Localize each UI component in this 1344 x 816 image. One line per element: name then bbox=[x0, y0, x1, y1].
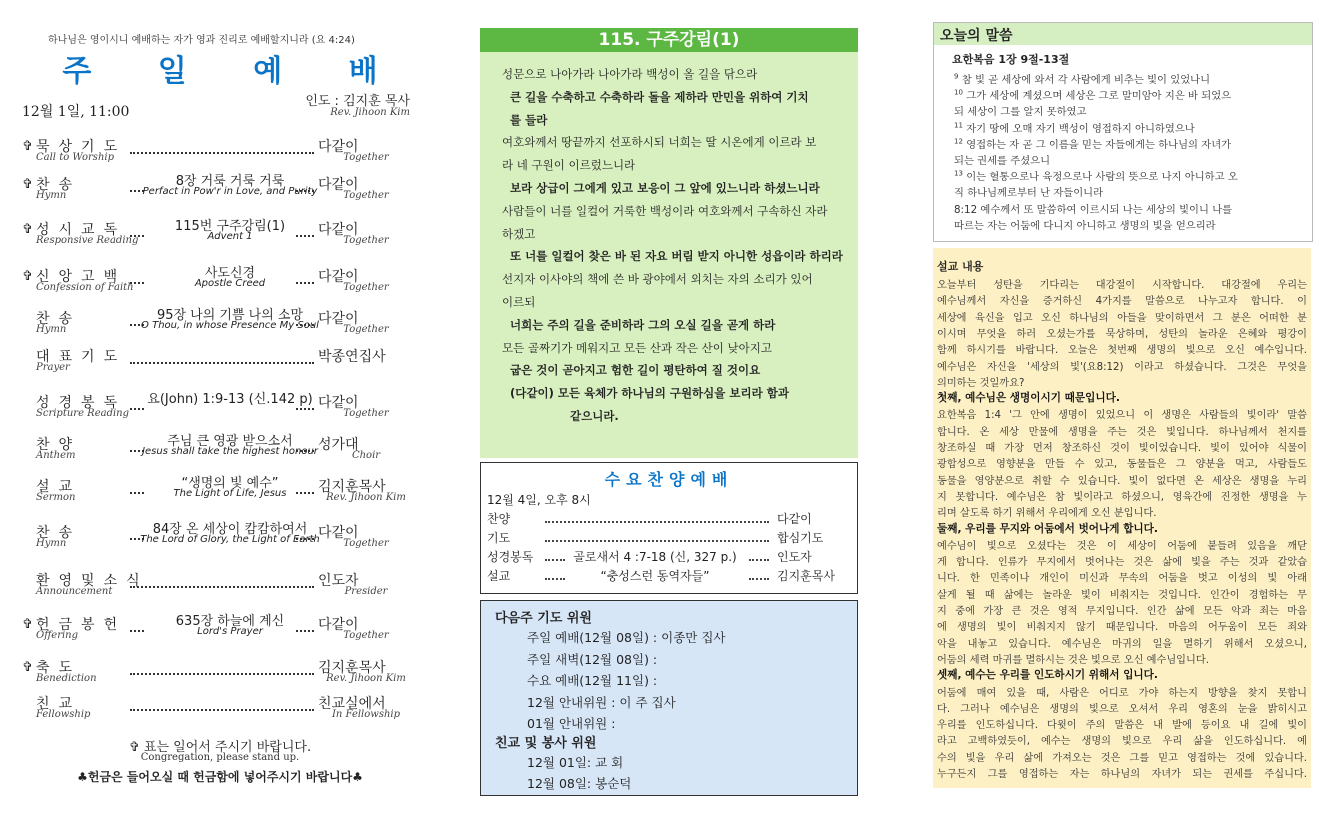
reading-line: 보라 상급이 그에게 있고 보응이 그 앞에 있느니라 하셨느니라 bbox=[510, 181, 820, 195]
stand-cross-icon: ✞ bbox=[22, 269, 33, 284]
order-item bbox=[20, 392, 420, 432]
verse-text: 직 하나님께로부터 난 자들이니라 bbox=[954, 187, 1104, 200]
item-leader: 박종연집사 bbox=[318, 349, 386, 365]
item-name-en: Call to Worship bbox=[36, 152, 114, 163]
item-name: 대표기도 bbox=[36, 349, 127, 365]
verse-line bbox=[954, 71, 1210, 86]
sermon-line: 함께 하시기를 바랍니다. 오늘은 첫번째 생명의 빛으로 오신 예수입니다. bbox=[937, 345, 1307, 357]
item-leader: 성가대 bbox=[318, 437, 359, 453]
prayer-line: 01월 안내위원 : bbox=[527, 716, 616, 731]
item-detail-en: Advent 1 bbox=[207, 231, 253, 242]
item-name-en: Offering bbox=[36, 630, 79, 641]
sermon-line: 예수님은 자신을 '세상의 빛'(요8:12) 이라고 하셨습니다. 그것은 무엇을 bbox=[937, 361, 1307, 373]
prayer-title: 다음주 기도 위원 bbox=[495, 611, 592, 626]
item-detail: 주님 큰 영광 받으소서 bbox=[167, 434, 293, 449]
verse-line bbox=[954, 184, 1103, 199]
reading-body bbox=[480, 52, 858, 458]
verse-text: 그가 세상에 계셨으며 세상은 그로 말미암아 지은 바 되었으 bbox=[962, 90, 1232, 103]
item-leader-en: Together bbox=[343, 190, 389, 201]
item-name: 찬양 bbox=[36, 437, 82, 453]
worship-order bbox=[20, 24, 420, 804]
verse-number: 9 bbox=[954, 72, 959, 81]
reading-line: 이르되 bbox=[502, 295, 536, 309]
sermon-line: 어둠의 세력 마귀를 멸하시는 것은 빛으로 오신 예수님입니다. bbox=[937, 654, 1209, 666]
item-name: 친교 bbox=[36, 696, 82, 712]
prayer-line: 12월 안내위원 : 이 주 집사 bbox=[527, 694, 676, 710]
prayer-line: 주일 새벽(12월 08일) : bbox=[527, 651, 658, 667]
sermon-line: 이시며 무엇을 하러 오셨는가를 묵상하며, 성탄의 놀라운 은혜와 평강이 bbox=[937, 328, 1307, 340]
wednesday-item-name: 찬양 bbox=[487, 512, 511, 526]
item-detail: 요(John) 1:9-13 (신.142 p) bbox=[147, 392, 313, 407]
leader: 인도 : 김지훈 목사 bbox=[305, 94, 410, 109]
word-title: 오늘의 말씀 bbox=[940, 28, 1013, 44]
reading-line: 또 너를 일컬어 찾은 바 된 자요 버림 받지 아니한 성읍이라 하리라 bbox=[510, 249, 843, 264]
verse-number: 10 bbox=[954, 88, 963, 97]
item-leader: 다같이 bbox=[318, 177, 359, 193]
item-name: 찬송 bbox=[36, 177, 82, 193]
item-leader-en: Together bbox=[343, 282, 389, 293]
reading-line: 너희는 주의 길을 준비하라 그의 오실 길을 곧게 하라 bbox=[510, 317, 776, 332]
sermon-summary bbox=[933, 248, 1311, 788]
fellowship-line: 12월 08일: 봉순덕 bbox=[527, 776, 632, 791]
item-detail-en: The Lord of Glory, the Light of Earth bbox=[140, 534, 320, 545]
item-leader: 김지훈목사 bbox=[318, 479, 386, 495]
wednesday-item bbox=[487, 567, 855, 585]
item-name: 환영및소식 bbox=[36, 573, 149, 589]
item-detail: 사도신경 bbox=[204, 266, 256, 281]
dot-leader bbox=[296, 524, 314, 540]
item-name-en: Announcement bbox=[36, 586, 113, 597]
verse-line bbox=[954, 201, 1232, 216]
reading-line: 라 네 구원이 이르렀느니라 bbox=[502, 158, 636, 173]
item-name: 신앙고백 bbox=[36, 269, 127, 285]
dot-leader bbox=[545, 512, 769, 523]
verse-line bbox=[954, 168, 1238, 183]
reading-line: 선지자 이사야의 책에 쓴 바 광야에서 외치는 자의 소리가 있어 bbox=[502, 272, 813, 287]
order-item bbox=[20, 476, 420, 516]
wednesday-date: 12월 4일, 오후 8시 bbox=[487, 493, 591, 507]
sermon-line: 수의 빛을 우리 삶에 가져오는 것은 그를 믿고 영접하는 것에 있습니다. bbox=[937, 752, 1307, 764]
reading-line: 하겠고 bbox=[502, 226, 536, 241]
page-title: 주 일 예 배 bbox=[62, 54, 406, 89]
sermon-line: 예수님께서 자신을 증거하신 4가지를 말씀으로 나누고자 합니다. 이 bbox=[937, 296, 1307, 308]
order-item bbox=[20, 219, 420, 259]
verse-text: 따르는 자는 어둠에 다니지 아니하고 생명의 빛을 얻으리라 bbox=[954, 219, 1216, 232]
item-name: 찬송 bbox=[36, 311, 82, 327]
reading-line: 여호와께서 땅끝까지 선포하시되 너희는 딸 시온에게 이르라 보 bbox=[502, 135, 817, 150]
wednesday-item-detail: “충성스런 동역자들” bbox=[600, 569, 710, 583]
sermon-line: 예수님이 빛으로 오셨다는 것은 이 세상이 어둠에 붙들려 있음을 깨닫 bbox=[937, 540, 1307, 552]
reading-title: 115. 구주강림(1) bbox=[480, 28, 858, 52]
item-leader: 다같이 bbox=[318, 311, 359, 327]
item-leader: 다같이 bbox=[318, 139, 359, 155]
reading-line: (다같이) 모든 육체가 하나님의 구원하심을 보리라 함과 bbox=[510, 386, 789, 401]
verse-line bbox=[954, 87, 1231, 102]
sermon-point-heading: 둘째, 우리를 무지와 어둠에서 벗어나게 합니다. bbox=[937, 522, 1158, 535]
stand-cross-icon: ✞ bbox=[22, 617, 33, 632]
item-name: 찬송 bbox=[36, 525, 82, 541]
dot-leader bbox=[296, 268, 314, 284]
sermon-line: 에 생명의 빛이 비춰지지 않기 때문입니다. 마음의 어두움이 모든 죄와 bbox=[937, 622, 1307, 634]
dot-leader bbox=[749, 569, 769, 580]
item-leader: 친교실에서 bbox=[318, 696, 386, 712]
item-detail-en: Apostle Creed bbox=[194, 278, 266, 289]
sermon-point-heading: 첫째, 예수님은 생명이시기 때문입니다. bbox=[937, 392, 1120, 405]
item-leader: 다같이 bbox=[318, 525, 359, 541]
item-name: 설교 bbox=[36, 479, 82, 495]
item-leader: 인도자 bbox=[318, 573, 359, 589]
dot-leader bbox=[296, 436, 314, 452]
header-verse: 하나님은 영이시니 예배하는 자가 영과 진리로 예배할지니라 (요 4:24) bbox=[48, 35, 355, 46]
item-leader-en: Together bbox=[343, 235, 389, 246]
order-item bbox=[20, 693, 420, 733]
item-leader-en: Rev. Jihoon Kim bbox=[326, 492, 406, 503]
reading-line: 같으니라. bbox=[570, 409, 619, 423]
item-leader: 다같이 bbox=[318, 395, 359, 411]
verse-line bbox=[954, 152, 1050, 167]
fellowship-title: 친교 및 봉사 위원 bbox=[495, 736, 597, 751]
sermon-line: 의미하는 것일까요? bbox=[937, 377, 1025, 389]
reading-line: 모든 골짜기가 메워지고 모든 산과 작은 산이 낮아지고 bbox=[502, 340, 772, 355]
item-name: 헌금봉헌 bbox=[36, 617, 127, 633]
sermon-line: 라고 고백하였듯이, 예수는 생명의 빛으로 우리 삶을 인도하십니다. 예 bbox=[937, 736, 1307, 748]
wednesday-item-name: 설교 bbox=[487, 569, 511, 583]
item-detail-en: Perfact in Pow'r in Love, and Purity bbox=[142, 186, 318, 197]
item-leader-en: Together bbox=[343, 324, 389, 335]
item-name-en: Scripture Reading bbox=[36, 408, 130, 419]
stand-cross-icon: ✞ bbox=[22, 139, 33, 154]
sermon-line: 지 못합니다. 예수님은 참 빛이라고 하셨으니, 영육간에 진정한 생명을 누 bbox=[937, 491, 1307, 503]
item-detail: 635장 하늘에 계신 bbox=[175, 614, 285, 629]
verse-text: 참 빛 곧 세상에 와서 각 사람에게 비추는 빛이 있었나니 bbox=[958, 74, 1211, 86]
sermon-line: 악을 내놓고 있습니다. 예수님은 마귀의 일을 멸하기 위해서 오셨으니, bbox=[937, 638, 1307, 650]
dot-leader bbox=[296, 394, 314, 410]
sermon-line: 게 합니다. 인류가 무지에서 벗어나는 것은 삶에 빛을 주는 것과 같았습 bbox=[937, 557, 1307, 569]
item-detail-en: The Light of Life, Jesus bbox=[173, 488, 287, 499]
item-leader: 다같이 bbox=[318, 269, 359, 285]
sermon-point-heading: 셋째, 예수는 우리를 인도하시기 위해서 입니다. bbox=[937, 669, 1158, 682]
wednesday-service bbox=[480, 462, 858, 594]
item-name-en: Hymn bbox=[36, 190, 67, 201]
verse-line bbox=[954, 217, 1216, 232]
verse-number: 12 bbox=[954, 137, 963, 146]
sermon-line: 요한복음 1:4 '그 안에 생명이 있었으니 이 생명은 사람들의 빛이라' 말씀 bbox=[937, 410, 1307, 422]
stand-note: ✞ 표는 일어서 주시기 바랍니다. bbox=[128, 740, 312, 755]
item-detail: 84장 온 세상이 캄캄하여서 bbox=[152, 522, 308, 537]
dot-leader bbox=[130, 572, 314, 588]
item-name-en: Responsive Reading bbox=[36, 235, 139, 246]
wednesday-item-leader: 인도자 bbox=[777, 550, 812, 564]
sermon-line: 합니다. 온 세상 만물에 생명을 주는 것은 빛입니다. 하나님께서 천지를 bbox=[937, 426, 1307, 438]
item-leader: 김지훈목사 bbox=[318, 660, 386, 676]
item-name-en: Fellowship bbox=[36, 709, 91, 720]
dot-leader bbox=[130, 138, 314, 154]
sermon-line: 오늘부터 성탄을 기다리는 대강절이 시작합니다. 대강절에 우리는 bbox=[937, 280, 1307, 291]
verse-number: 13 bbox=[954, 169, 963, 178]
order-item bbox=[20, 174, 420, 214]
wednesday-item bbox=[487, 548, 855, 566]
verse-line bbox=[954, 103, 1086, 118]
dot-leader bbox=[130, 348, 314, 364]
sermon-line: 우리를 인도하십니다. 다윗이 주의 말씀은 내 발에 등이요 내 길에 빛이 bbox=[937, 720, 1307, 732]
order-item bbox=[20, 522, 420, 562]
order-item bbox=[20, 657, 420, 697]
sermon-line: 지 중에 가장 큰 것은 영적 무지입니다. 인간 삶에 모든 악과 죄는 마음 bbox=[937, 606, 1307, 617]
dot-leader bbox=[545, 531, 769, 542]
stand-note-en: Congregation, please stand up. bbox=[140, 752, 300, 763]
wednesday-item-leader: 김지훈목사 bbox=[777, 569, 835, 583]
dot-leader bbox=[296, 176, 314, 192]
sermon-line: 니다. 한 민족이나 개인이 미신과 무속의 어둠을 벗고 이성의 빛 아래 bbox=[937, 573, 1307, 585]
dot-leader bbox=[130, 659, 314, 675]
dot-leader bbox=[130, 695, 314, 711]
verse-text: 되 세상이 그를 알지 못하였고 bbox=[954, 106, 1087, 119]
reading-line: 성문으로 나아가라 나아가라 백성이 올 길을 닦으라 bbox=[502, 67, 758, 81]
order-item bbox=[20, 570, 420, 610]
verse-text: 자기 땅에 오매 자기 백성이 영접하지 아니하였으나 bbox=[962, 122, 1195, 135]
wednesday-title: 수요찬양예배 bbox=[604, 470, 734, 489]
item-detail: 8장 거룩 거룩 거룩 bbox=[175, 174, 285, 189]
fellowship-line: 12월 01일: 교 회 bbox=[527, 755, 624, 770]
verse-text: 되는 권세를 주셨으니 bbox=[954, 155, 1051, 167]
item-name-en: Sermon bbox=[36, 492, 76, 503]
item-detail-en: Jesus shall take the highest honour bbox=[142, 446, 318, 457]
item-leader-en: Choir bbox=[351, 450, 381, 461]
item-leader-en: Presider bbox=[344, 586, 388, 597]
order-item bbox=[20, 346, 420, 386]
item-leader-en: Rev. Jihoon Kim bbox=[326, 673, 406, 684]
stand-cross-icon: ✞ bbox=[22, 660, 33, 675]
stand-cross-icon: ✞ bbox=[22, 177, 33, 192]
order-item bbox=[20, 434, 420, 474]
prayer-line: 수요 예배(12월 11일) : bbox=[527, 673, 658, 688]
item-name: 축도 bbox=[36, 660, 82, 676]
verse-text: 이는 혈통으로나 육정으로나 사람의 뜻으로 나지 아니하고 오 bbox=[962, 171, 1238, 184]
dot-leader bbox=[296, 310, 314, 326]
item-detail-en: Lord's Prayer bbox=[197, 626, 263, 637]
dot-leader bbox=[749, 550, 769, 561]
item-name-en: Benediction bbox=[36, 673, 97, 684]
todays-word bbox=[933, 22, 1313, 242]
service-date: 12월 1일, 11:00 bbox=[22, 104, 130, 120]
order-item bbox=[20, 266, 420, 306]
item-detail-en: O Thou, in whose Presence My Soul bbox=[141, 320, 319, 331]
sermon-line: 살게 될 때 삶에는 놀라운 빛이 비춰지는 것입니다. 인간이 경험하는 무 bbox=[937, 589, 1307, 601]
reading-line: 굽은 것이 곧아지고 험한 길이 평탄하여 질 것이요 bbox=[510, 363, 761, 378]
word-reference: 요한복음 1장 9절-13절 bbox=[952, 53, 1070, 66]
sermon-line: 다. 그러나 예수님은 생명의 빛으로 오셔서 우리 영혼의 눈을 밝히시고 bbox=[937, 703, 1307, 715]
item-leader-en: Together bbox=[343, 152, 389, 163]
item-leader-en: Together bbox=[343, 538, 389, 549]
order-item bbox=[20, 614, 420, 654]
item-name-en: Hymn bbox=[36, 538, 67, 549]
verse-line bbox=[954, 136, 1231, 151]
sermon-line: 리며 살도록 하기 위해서 우리에게 오신 분입니다. bbox=[937, 508, 1157, 520]
item-leader: 다같이 bbox=[318, 617, 359, 633]
wednesday-item bbox=[487, 529, 855, 547]
verse-text: 영접하는 자 곧 그 이름을 믿는 자들에게는 하나님의 자녀가 bbox=[962, 138, 1232, 151]
wednesday-item-name: 기도 bbox=[487, 531, 511, 545]
sermon-line: 누구든지 그를 영접하는 자는 하나님의 자녀가 되는 권세를 주십니다. bbox=[937, 769, 1307, 780]
verse-text: 8:12 예수께서 또 말씀하여 이르시되 나는 세상의 빛이니 나를 bbox=[954, 203, 1233, 216]
wednesday-item-leader: 합심기도 bbox=[777, 531, 824, 545]
verse-number: 11 bbox=[954, 121, 963, 130]
sermon-line: 동물을 영양분으로 취할 수 있습니다. 빛이 없다면 온 세상은 생명을 누리 bbox=[937, 475, 1307, 487]
wednesday-item-leader: 다같이 bbox=[777, 512, 812, 526]
reading-line: 사람들이 너를 일컬어 거룩한 백성이라 여호와께서 구속하신 자라 bbox=[502, 203, 828, 218]
dot-leader bbox=[296, 616, 314, 632]
item-leader-en: In Fellowship bbox=[331, 709, 401, 720]
item-name-en: Hymn bbox=[36, 324, 67, 335]
prayer-line: 주일 예배(12월 08일) : 이종만 집사 bbox=[527, 630, 726, 645]
item-leader-en: Together bbox=[343, 630, 389, 641]
sermon-line: 어둠에 매여 있을 때, 사람은 어디로 가야 하는지 방향을 찾지 못합니 bbox=[937, 687, 1307, 699]
item-name-en: Prayer bbox=[36, 362, 70, 373]
item-detail: “생명의 빛 예수” bbox=[181, 476, 279, 491]
item-name: 성시교독 bbox=[36, 222, 127, 238]
reading-line: 를 들라 bbox=[510, 112, 548, 127]
sermon-line: 광합성으로 영향분을 만들 수 있고, 동물들은 그 양분을 먹고, 사람들도 bbox=[937, 459, 1307, 471]
sermon-line: 세상에 육신을 입고 오신 하나님의 아들을 맞이하면서 그 분은 어떠한 분 bbox=[937, 312, 1307, 324]
item-detail: 95장 나의 기쁨 나의 소망 bbox=[156, 308, 304, 323]
prayer-committee bbox=[480, 600, 858, 796]
reading-line: 큰 길을 수축하고 수축하라 돌을 제하라 만민을 위하여 기치 bbox=[510, 89, 809, 104]
wednesday-item bbox=[487, 510, 855, 528]
wednesday-item-detail: 골로새서 4 :7-18 (신, 327 p.) bbox=[573, 550, 737, 564]
sermon-line: 창조하실 때 가장 먼저 창조하신 것이 빛이었습니다. 빛이 있어야 식물이 bbox=[937, 443, 1307, 454]
leader-en: Rev. Jihoon Kim bbox=[330, 107, 410, 118]
order-item bbox=[20, 308, 420, 348]
item-leader-en: Together bbox=[343, 408, 389, 419]
stand-cross-icon: ✞ bbox=[22, 222, 33, 237]
item-name: 묵상기도 bbox=[36, 139, 127, 155]
item-detail: 115번 구주강림(1) bbox=[174, 219, 286, 234]
item-name-en: Confession of Faith bbox=[36, 282, 134, 293]
item-name-en: Anthem bbox=[36, 450, 76, 461]
item-leader: 다같이 bbox=[318, 222, 359, 238]
dot-leader bbox=[296, 478, 314, 494]
wednesday-item-name: 성경봉독 bbox=[487, 550, 534, 564]
item-name: 성경봉독 bbox=[36, 395, 127, 411]
verse-line bbox=[954, 120, 1195, 135]
offering-note: ♣헌금은 들어오실 때 헌금함에 넣어주시기 바랍니다♣ bbox=[77, 770, 363, 784]
sermon-title: 설교 내용 bbox=[937, 260, 984, 273]
dot-leader bbox=[296, 221, 314, 237]
